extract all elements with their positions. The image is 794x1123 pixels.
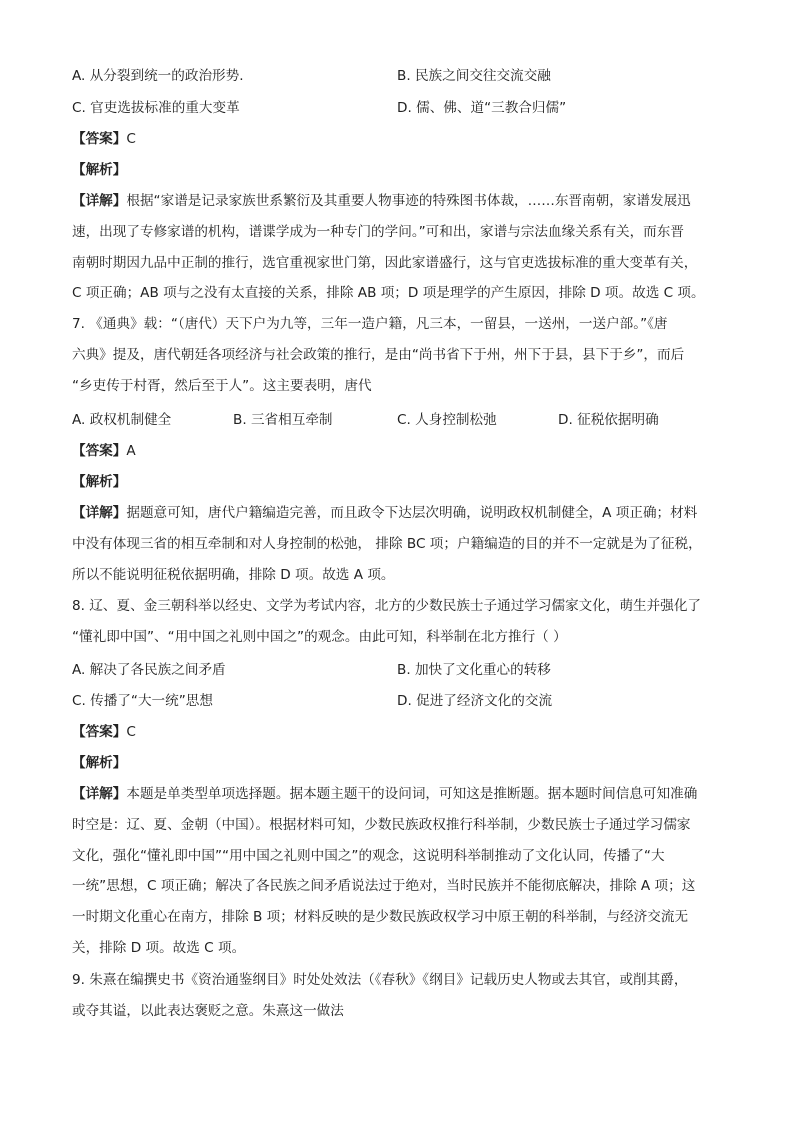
- question-line: 8. 辽、夏、金三朝科举以经史、文学为考试内容，北方的少数民族士子通过学习儒家文化，萌生并强化了: [72, 598, 702, 614]
- q6-option-c: C. 官吏选拔标准的重大变革: [72, 100, 240, 116]
- question-line: 或夺其谥，以此表达褒贬之意。朱熹这一做法: [72, 1002, 344, 1019]
- question-line: “乡吏传于村胥，然后至于人”。这主要表明，唐代: [72, 377, 372, 394]
- question-line: “懂礼即中国”、“用中国之礼则中国之”的观念。由此可知，科举制在北方推行（ ）: [72, 628, 567, 645]
- answer-tag: 【答案】: [72, 443, 127, 459]
- q6-option-a: A. 从分裂到统一的政治形势.: [72, 68, 244, 84]
- q6-detail: [72, 186, 724, 309]
- q6-analysis-heading: 【解析】: [72, 162, 127, 178]
- q7-option-b: B. 三省相互牵制: [233, 412, 333, 428]
- detail-line: 一统”思想，C 项正确；解决了各民族之间矛盾说法过于绝对，当时民族并不能彻底解决，排除 A 项；这: [72, 878, 696, 895]
- q7-option-d: D. 征税依据明确: [558, 412, 659, 428]
- q7-detail: [72, 498, 724, 590]
- q8-option-c: C. 传播了“大一统”思想: [72, 693, 213, 709]
- q8-option-d: D. 促进了经济文化的交流: [397, 693, 553, 709]
- detail-tag: 【详解】: [72, 193, 127, 209]
- q8-stem: [72, 591, 724, 653]
- q8-answer: [72, 722, 136, 742]
- q7-answer: [72, 441, 136, 461]
- detail-line: 中没有体现三省的相互牵制和对人身控制的松弛， 排除 BC 项；户籍编造的目的并不一定就是为了征税，: [72, 535, 702, 552]
- detail-tag: 【详解】: [72, 505, 127, 521]
- detail-line: 关，排除 D 项。故选 C 项。: [72, 939, 246, 956]
- detail-tag: 【详解】: [72, 786, 127, 802]
- answer-tag: 【答案】: [72, 724, 127, 740]
- q6-option-b: B. 民族之间交往交流交融: [397, 68, 551, 84]
- detail-line: 一时期文化重心在南方，排除 B 项；材料反映的是少数民族政权学习中原王朝的科举制，与经济交流无: [72, 909, 689, 926]
- q8-option-b: B. 加快了文化重心的转移: [397, 662, 551, 678]
- q7-analysis-heading: 【解析】: [72, 474, 127, 490]
- detail-line: 本题是单类型单项选择题。据本题主题干的设问词，可知这是推断题。据本题时间信息可知准确: [126, 786, 698, 802]
- q7-stem: [72, 309, 724, 401]
- q6-option-d: D. 儒、佛、道“三教合归儒”: [397, 100, 567, 116]
- detail-line: C 项正确；AB 项与之没有太直接的关系，排除 AB 项；D 项是理学的产生原因，排除 D 项。故选 C 项。: [72, 285, 705, 302]
- answer-tag: 【答案】: [72, 131, 127, 147]
- detail-line: 文化，强化“懂礼即中国”“用中国之礼则中国之”的观念，这说明科举制推动了文化认同，传播了“大: [72, 847, 665, 864]
- detail-line: 根据“家谱是记录家族世系繁衍及其重要人物事迹的特殊图书体裁，……东晋南朝，家谱发展迅: [126, 193, 691, 209]
- answer-value: A: [126, 443, 136, 459]
- detail-line: 据题意可知，唐代户籍编造完善，而且政令下达层次明确，说明政权机制健全，A 项正确；材料: [126, 505, 698, 521]
- q9-stem: [72, 965, 724, 1027]
- question-line: 9. 朱熹在编撰史书《资治通鉴纲目》时处处效法（《春秋》《纲目》记载历史人物或去其官，或削其爵，: [72, 972, 688, 988]
- detail-line: 所以不能说明征税依据明确，排除 D 项。故选 A 项。: [72, 566, 395, 583]
- q6-answer: [72, 129, 136, 149]
- answer-value: C: [126, 131, 136, 147]
- answer-value: C: [126, 724, 136, 740]
- q7-option-c: C. 人身控制松弛: [397, 412, 497, 428]
- detail-line: 时空是：辽、夏、金朝（中国）。根据材料可知，少数民族政权推行科举制，少数民族士子通过学习儒家: [72, 816, 691, 833]
- question-line: 7. 《通典》载：“（唐代）天下户为九等，三年一造户籍，凡三本，一留县，一送州，一送户部。”《唐: [72, 316, 668, 332]
- detail-line: 南朝时期因九品中正制的推行，选官重视家世门第，因此家谱盛行，这与官吏选拔标准的重大变革有关，: [72, 254, 698, 271]
- question-line: 六典》提及，唐代朝廷各项经济与社会政策的推行，是由“尚书省下于州，州下于县，县下于乡”，而后: [72, 346, 685, 363]
- q8-option-a: A. 解决了各民族之间矛盾: [72, 662, 226, 678]
- q8-detail: [72, 779, 724, 964]
- q7-option-a: A. 政权机制健全: [72, 412, 172, 428]
- q8-analysis-heading: 【解析】: [72, 755, 127, 771]
- detail-line: 速，出现了专修家谱的机构，谱谍学成为一种专门的学问。”可和出，家谱与宗法血缘关系有关，而东晋: [72, 223, 684, 240]
